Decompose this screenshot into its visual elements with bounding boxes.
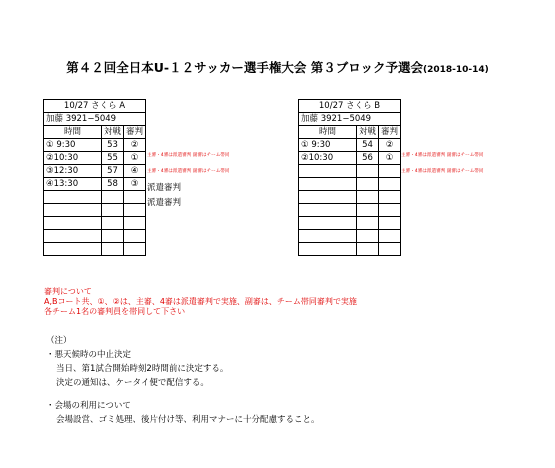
table-row [299, 152, 401, 165]
header-match: 対戦 [357, 126, 379, 139]
referee-info-line-2: 各チーム1名の審判員を帯同して下さい [44, 307, 186, 316]
referee-info-heading: 審判について [44, 287, 92, 296]
match-cell: 53 [102, 139, 124, 152]
match-cell: 54 [357, 139, 379, 152]
time-cell: ① 9:30 [299, 139, 357, 152]
referee-info [44, 287, 357, 317]
table-a-note-4: 派遣審判 [147, 198, 182, 208]
weather-title: ・悪天候時の中止決定 [46, 350, 132, 360]
empty-row [44, 230, 146, 243]
empty-row [299, 243, 401, 256]
table-row [44, 139, 146, 152]
ref-cell: ② [379, 139, 401, 152]
table-b-note-1: 主審・4審は派遣審判 副審はチーム帯同 [401, 153, 484, 158]
time-cell: ① 9:30 [44, 139, 102, 152]
venue-cell: 10/27 さくら B [299, 100, 401, 113]
page-title [0, 58, 555, 76]
match-cell: 58 [102, 178, 124, 191]
empty-row [44, 191, 146, 204]
table-row [44, 178, 146, 191]
table-a-note-3: 派遣審判 [147, 183, 182, 193]
header-referee: 審判 [379, 126, 401, 139]
time-cell: ④13:30 [44, 178, 102, 191]
schedule-table-b [298, 99, 401, 256]
ref-cell: ① [124, 152, 146, 165]
venue-usage-line-1: 会場設営、ゴミ処理、後片付け等、利用マナーに十分配慮すること。 [56, 415, 320, 425]
title-date: (2018-10-14) [422, 65, 489, 75]
match-cell: 57 [102, 165, 124, 178]
weather-line-2: 決定の通知は、ケータイ便で配信する。 [56, 378, 209, 388]
empty-row [299, 230, 401, 243]
header-time: 時間 [299, 126, 357, 139]
header-time: 時間 [44, 126, 102, 139]
table-b-note-2: 主審・4審は派遣審判 副審はチーム帯同 [401, 169, 484, 174]
empty-row [44, 204, 146, 217]
contact-cell: 加藤 3921−5049 [299, 113, 401, 126]
notes-header: （注） [46, 336, 72, 346]
ref-cell: ③ [124, 178, 146, 191]
table-row [44, 152, 146, 165]
table-a-note-1: 主審・4審は派遣審判 副審はチーム帯同 [147, 153, 230, 158]
empty-row [299, 191, 401, 204]
time-cell: ②10:30 [299, 152, 357, 165]
table-row [299, 139, 401, 152]
match-cell: 56 [357, 152, 379, 165]
header-match: 対戦 [102, 126, 124, 139]
contact-cell: 加藤 3921−5049 [44, 113, 146, 126]
title-main: 第４２回全日本U-１２サッカー選手権大会 第３ブロック予選会 [66, 60, 423, 75]
empty-row [299, 165, 401, 178]
schedule-table-a [43, 99, 146, 256]
venue-usage-title: ・会場の利用について [46, 401, 131, 411]
ref-cell: ① [379, 152, 401, 165]
empty-row [299, 204, 401, 217]
empty-row [44, 243, 146, 256]
referee-info-line-1: A,Bコート共、①、②は、主審、4審は派遣審判で実施、副審は、チーム帯同審判で実施 [44, 297, 357, 306]
venue-cell: 10/27 さくら A [44, 100, 146, 113]
empty-row [44, 217, 146, 230]
empty-row [299, 178, 401, 191]
time-cell: ③12:30 [44, 165, 102, 178]
ref-cell: ② [124, 139, 146, 152]
weather-line-1: 当日、第1試合開始時刻2時間前に決定する。 [56, 364, 229, 374]
table-row [44, 165, 146, 178]
table-a-note-2: 主審・4審は派遣審判 副審はチーム帯同 [147, 169, 230, 174]
ref-cell: ④ [124, 165, 146, 178]
match-cell: 55 [102, 152, 124, 165]
header-referee: 審判 [124, 126, 146, 139]
notes-section [46, 334, 320, 427]
time-cell: ②10:30 [44, 152, 102, 165]
empty-row [299, 217, 401, 230]
